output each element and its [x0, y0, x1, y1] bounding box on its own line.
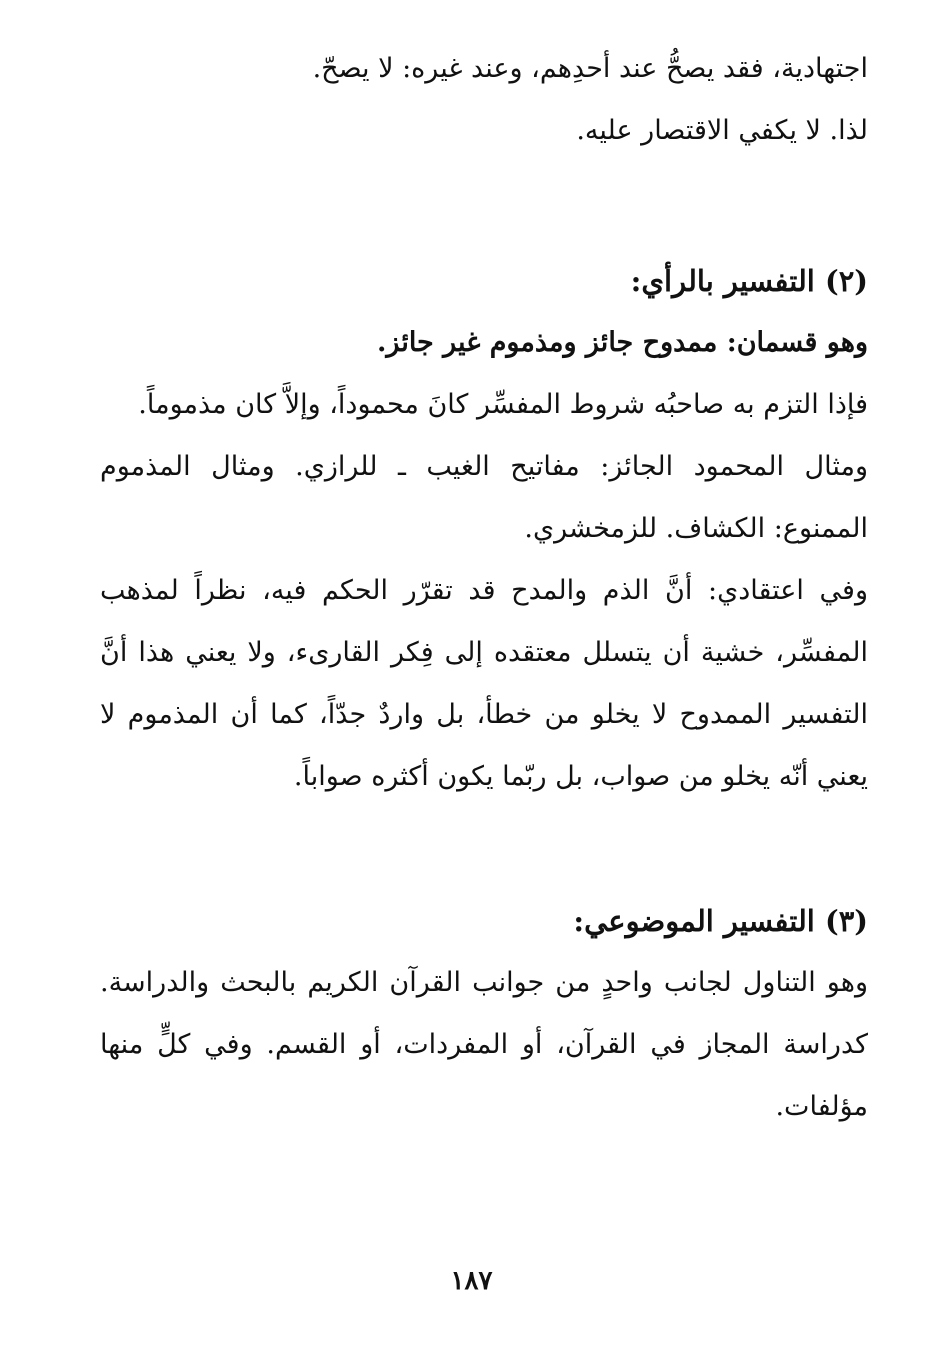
section-spacer	[100, 162, 868, 250]
paragraph-intro: اجتهادية، فقد يصحُّ عند أحدِهم، وعند غيره: لا يصحّ.	[312, 53, 868, 84]
section-heading-thematic-tafsir: (٣) التفسير الموضوعي:	[573, 904, 868, 938]
page-number: ١٨٧	[450, 1266, 493, 1296]
section-spacer	[100, 808, 868, 890]
paragraph-condition: فإذا التزم به صاحبُه شروط المفسِّر كانَ محموداً، وإلاَّ كان مذموماً.	[138, 389, 868, 420]
section-heading-opinion-tafsir: (٢) التفسير بالرأي:	[630, 264, 868, 298]
paragraph-types: وهو قسمان: ممدوح جائز ومذموم غير جائز.	[377, 327, 868, 358]
paragraph-conclusion: لذا. لا يكفي الاقتصار عليه.	[576, 115, 868, 146]
page-body	[100, 38, 868, 1138]
paragraph-examples: ومثال المحمود الجائز: مفاتيح الغيب ـ للرازي. ومثال المذموم الممنوع: الكشاف. للزمخشري.	[100, 451, 868, 544]
paragraph-thematic: وهو التناول لجانب واحدٍ من جوانب القرآن الكريم بالبحث والدراسة. كدراسة المجاز في القرآن، أو المفردات، أو القسم. وفي كلٍّ منها مؤلفات.	[100, 967, 868, 1122]
paragraph-opinion: وفي اعتقادي: أنَّ الذم والمدح قد تقرّر الحكم فيه، نظراً لمذهب المفسِّر، خشية أن يتسلل معتقده إلى فِكر القارىء، ولا يعني هذا أنَّ التفسير الممدوح لا يخلو من خطأ، بل واردٌ جدّاً، كما أن المذموم لا يعني أنّه يخلو من صواب، بل ربّما يكون أكثره صواباً.	[100, 575, 868, 792]
